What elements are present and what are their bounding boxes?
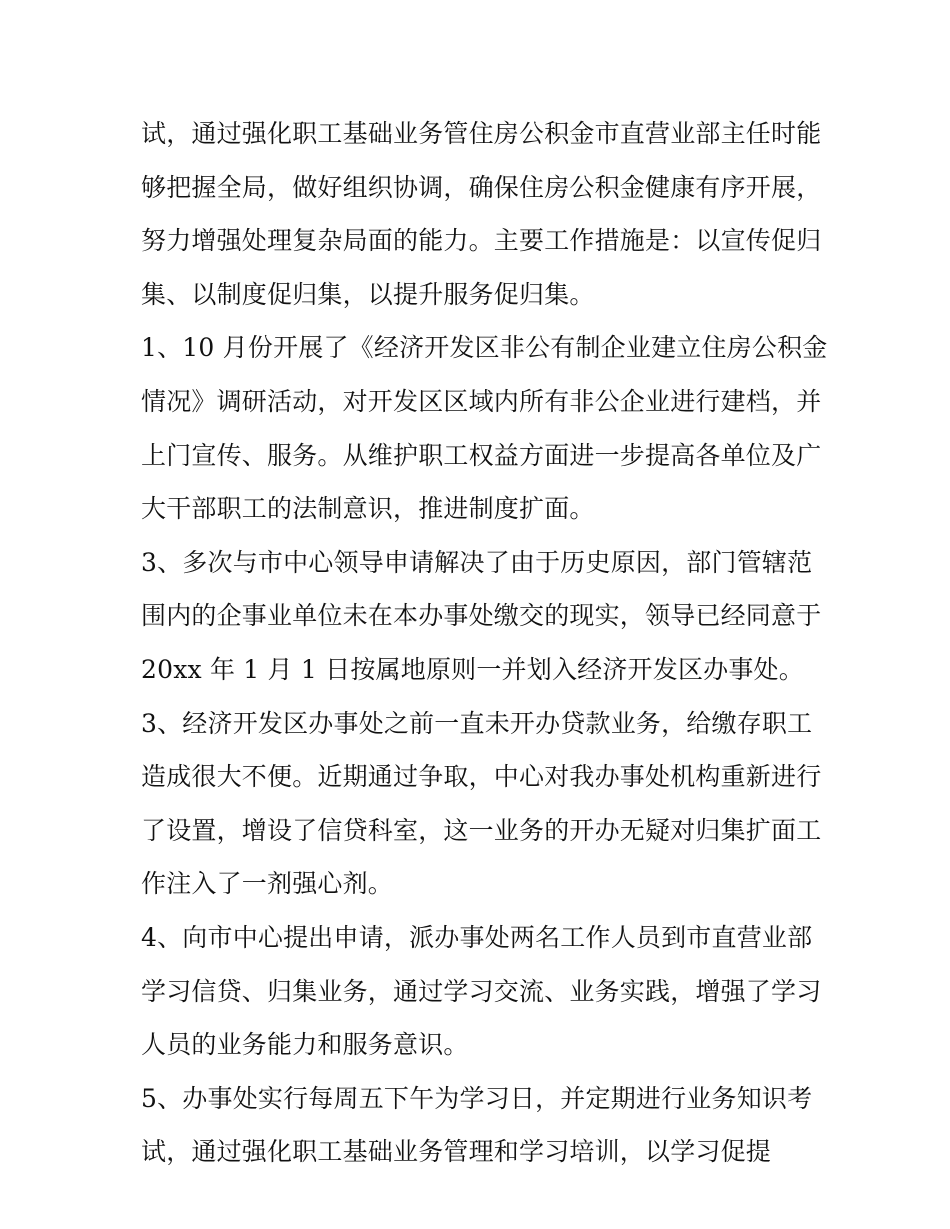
text-line: 学习信贷、归集业务，通过学习交流、业务实践，增强了学习 [141,976,822,1006]
text-line: 集、以制度促归集，以提升服务促归集。 [141,279,595,309]
text-line: 努力增强处理复杂局面的能力。主要工作措施是：以宣传促归 [141,226,822,256]
text-line: 大干部职工的法制意识，推进制度扩面。 [141,494,595,524]
text-line: 造成很大不便。近期通过争取，中心对我办事处机构重新进行 [141,762,822,792]
text-line: 作注入了一剂强心剂。 [141,869,394,899]
text-line: 上门宣传、服务。从维护职工权益方面进一步提高各单位及广 [141,440,822,470]
text-line: 20xx 年 1 月 1 日按属地原则一并划入经济开发区办事处。 [141,654,804,684]
text-line: 3、经济开发区办事处之前一直未开办贷款业务，给缴存职工 [141,708,813,738]
text-line: 1、10 月份开展了《经济开发区非公有制企业建立住房公积金 [141,333,828,363]
text-line: 试，通过强化职工基础业务管理和学习培训，以学习促提 [141,1137,772,1167]
text-line: 5、办事处实行每周五下午为学习日，并定期进行业务知识考 [141,1083,813,1113]
text-line: 了设置，增设了信贷科室，这一业务的开办无疑对归集扩面工 [141,815,822,845]
text-line: 3、多次与市中心领导申请解决了由于历史原因，部门管辖范 [141,547,813,577]
text-line: 围内的企事业单位未在本办事处缴交的现实，领导已经同意于 [141,601,822,631]
text-line: 够把握全局，做好组织协调，确保住房公积金健康有序开展， [141,172,822,202]
text-line: 4、向市中心提出申请，派办事处两名工作人员到市直营业部 [141,922,813,952]
text-line: 人员的业务能力和服务意识。 [141,1030,469,1060]
document-body [141,107,828,1179]
text-line: 试，通过强化职工基础业务管住房公积金市直营业部主任时能 [141,119,822,148]
text-line: 情况》调研活动，对开发区区域内所有非公企业进行建档，并 [141,386,822,416]
